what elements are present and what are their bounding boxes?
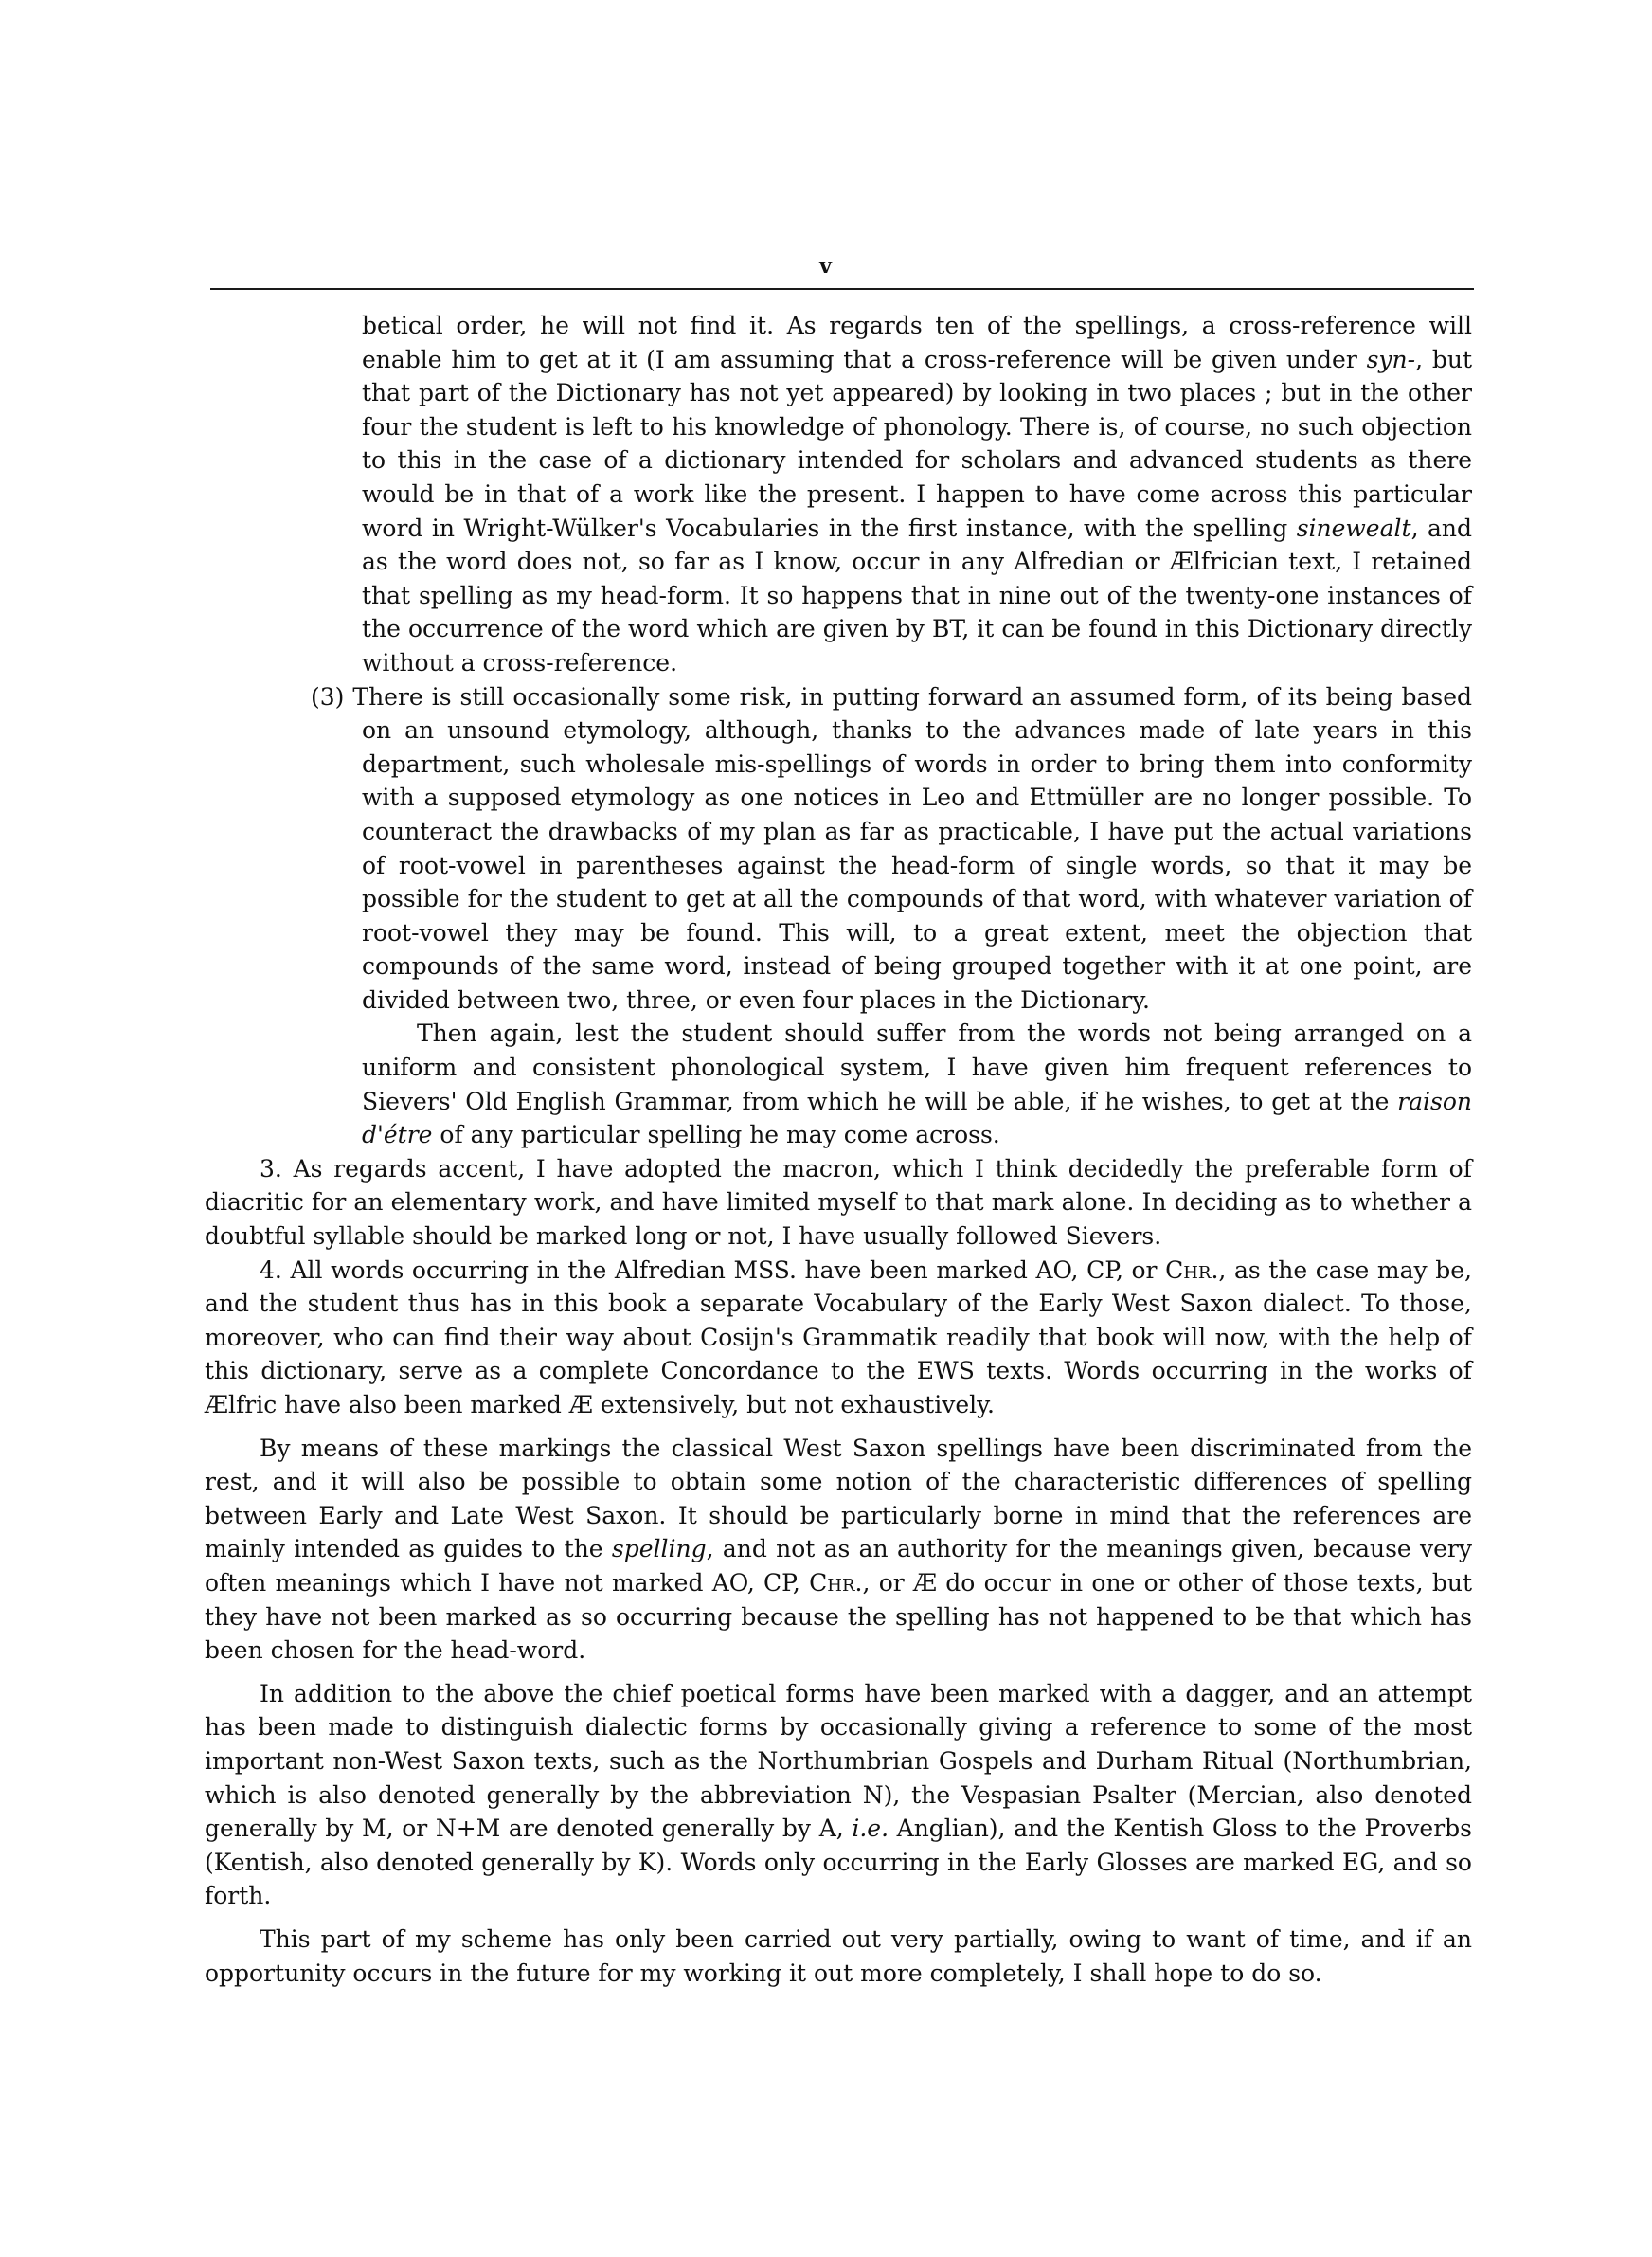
paragraph-markings: By means of these markings the classical West Saxon spellings have been discriminated from the rest, and it will also be possible to obtain some notion of the characteristic differences of spelling between Early and Late West Saxon. It should be particularly borne in mind that the references are mainly intended as guides to the spelling, and not as an authority for the meanings given, because very often meanings which I have not marked AO, CP, Chr., or Æ do occur in one or other of those texts, but they have not been marked as so occurring because the spelling has not happened to be that which has been chosen for the head-word. <box>205 1434 1473 1665</box>
paragraph-alfredian: 4. All words occurring in the Alfredian MSS. have been marked AO, CP, or Chr., as the case may be, and the student thus has in this book a separate Vocabulary of the Early West Saxon dialect. To those, moreover, who can find their way about Cosijn's Grammatik readily that book will now, with the help of this dictionary, serve as a complete Concordance to the EWS texts. Words occurring in the works of Ælfric have also been marked Æ extensively, but not exhaustively. <box>205 1255 1472 1418</box>
indented-section <box>205 309 1472 680</box>
page-number: v <box>819 254 833 279</box>
term-raison-detre: raison d'étre <box>362 1087 1472 1149</box>
paragraph-poetical: In addition to the above the chief poetical forms have been marked with a dagger, and an attempt has been made to distinguish dialectic forms by occasionally giving a reference to some of the most important non-West Saxon texts, such as the Northumbrian Gospels and Durham Ritual (Northumbrian, which is also denoted generally by the abbreviation N), the Vespasian Psalter (Mercian, also denoted generally by M, or N+M are denoted generally by A, i.e. Anglian), and the Kentish Gloss to the Proverbs (Kentish, also denoted generally by K). Words only occurring in the Early Glosses are marked EG, and so forth. <box>205 1679 1472 1910</box>
page-body <box>205 309 1472 1990</box>
term-ie: i.e. <box>852 1815 889 1843</box>
paragraph-continuation: betical order, he will not find it. As regards ten of the spellings, a cross-reference will enable him to get at it (I am assuming that a cross-reference will be given under syn-, but that part of the Dictionary has not yet appeared) by looking in two places ; but in the other four the student is left to his knowledge of phonology. There is, of course, no such objection to this in the case of a dictionary intended for scholars and advanced students as there would be in that of a work like the present. I happen to have come across this particular word in Wright-Wülker's Vocabularies in the first instance, with the spelling sinewealt, and as the word does not, so far as I know, occur in any Alfredian or Ælfrician text, I retained that spelling as my head-form. It so happens that in nine out of the twenty-one instances of the occurrence of the word which are given by BT, it can be found in this Dictionary directly without a cross-reference. <box>362 312 1472 677</box>
indented-section-2 <box>205 1017 1472 1151</box>
paragraph-then-again: Then again, lest the student should suffer from the words not being arranged on a uniform and consistent phonological system, I have given him frequent references to Sievers' Old English Grammar, from which he will be able, if he wishes, to get at the raison d'étre of any particular spelling he may come across. <box>362 1020 1472 1149</box>
header-rule <box>210 288 1474 290</box>
abbr-chr: Chr. <box>1165 1255 1219 1284</box>
item-number: (3) <box>311 682 353 711</box>
paragraph-scheme: This part of my scheme has only been carried out very partially, owing to want of time, and if an opportunity occurs in the future for my working it out more completely, I shall hope to do so. <box>205 1924 1472 1987</box>
term-spelling: spelling <box>611 1535 707 1563</box>
term-syn: syn- <box>1366 345 1416 373</box>
abbr-chr-2: Chr. <box>809 1568 863 1597</box>
paragraph-item-3: (3) There is still occasionally some risk, in putting forward an assumed form, of its being based on an unsound etymology, although, thanks to the advances made of late years in this department, such wholesale mis-spellings of words in order to bring them into conformity with a supposed etymology as one notices in Leo and Ettmüller are no longer possible. To counteract the drawbacks of my plan as far as practicable, I have put the actual variations of root-vowel in parentheses against the head-form of single words, so that it may be possible for the student to get at all the compounds of that word, with whatever variation of root-vowel they may be found. This will, to a great extent, meet the objection that compounds of the same word, instead of being grouped together with it at one point, are divided between two, three, or even four places in the Dictionary. <box>311 682 1473 1014</box>
paragraph-accent: 3. As regards accent, I have adopted the macron, which I think decidedly the preferable form of diacritic for an elementary work, and have limited myself to that mark alone. In deciding as to whether a doubtful syllable should be marked long or not, I have usually followed Sievers. <box>205 1154 1472 1251</box>
term-sinewealt: sinewealt <box>1296 514 1411 542</box>
